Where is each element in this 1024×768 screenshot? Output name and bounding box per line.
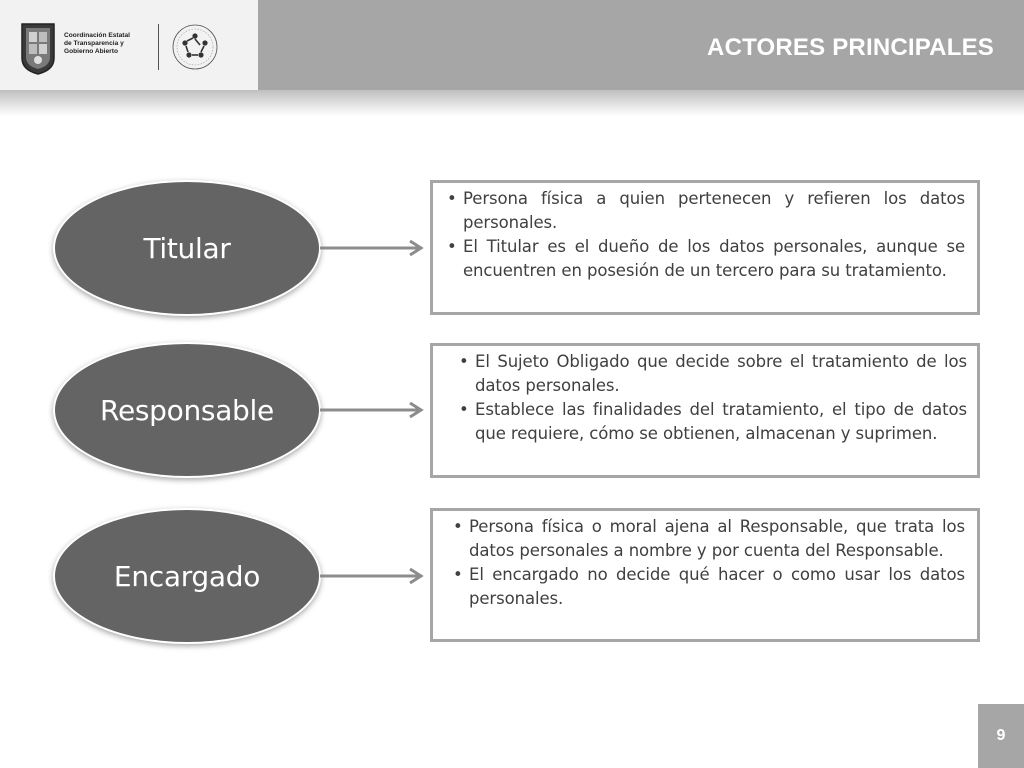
actor-description-box xyxy=(430,180,980,315)
actor-label: Titular xyxy=(143,231,231,265)
actor-ellipse-titular xyxy=(55,182,319,314)
bullet-item: • El encargado no decide qué hacer o como usar los datos personales. xyxy=(469,563,965,611)
actor-description-box xyxy=(430,508,980,642)
page-number: 9 xyxy=(996,727,1006,744)
arrow-right-icon xyxy=(320,566,430,586)
logo-panel xyxy=(0,0,258,90)
org-name-line: Coordinación Estatal xyxy=(64,32,130,39)
bullet-item: • El Sujeto Obligado que decide sobre el tratamiento de los datos personales. xyxy=(475,350,967,398)
bullet-item: • Persona física o moral ajena al Responsable, que trata los datos personales a nombre y por cuenta del Responsable. xyxy=(469,515,965,563)
page-title: ACTORES PRINCIPALES xyxy=(707,34,994,61)
bullet-list xyxy=(443,187,965,283)
header-shadow xyxy=(0,90,1024,116)
bullet-list xyxy=(449,515,965,611)
actor-description-box xyxy=(430,343,980,478)
page-number-box xyxy=(978,704,1024,768)
bullet-list xyxy=(455,350,967,446)
arrow-right-icon xyxy=(320,400,430,420)
org-name-line: de Transparencia y xyxy=(64,40,124,47)
header-bar xyxy=(0,0,1024,90)
actor-ellipse-encargado xyxy=(55,510,319,642)
circular-people-logo-icon xyxy=(170,22,220,72)
bullet-item: • El Titular es el dueño de los datos personales, aunque se encuentren en posesión de un tercero para su tratamiento. xyxy=(463,235,965,283)
logo-divider xyxy=(158,24,159,70)
actor-label: Encargado xyxy=(113,559,261,593)
org-name-line: Gobierno Abierto xyxy=(64,48,118,55)
bullet-item: • Persona física a quien pertenecen y refieren los datos personales. xyxy=(463,187,965,235)
actor-ellipse-responsable xyxy=(55,344,319,476)
actor-label: Responsable xyxy=(100,393,274,427)
state-seal-icon xyxy=(18,20,58,76)
bullet-item: • Establece las finalidades del tratamiento, el tipo de datos que requiere, cómo se obtienen, almacenan y suprimen. xyxy=(475,398,967,446)
org-name xyxy=(64,32,154,56)
arrow-right-icon xyxy=(320,238,430,258)
